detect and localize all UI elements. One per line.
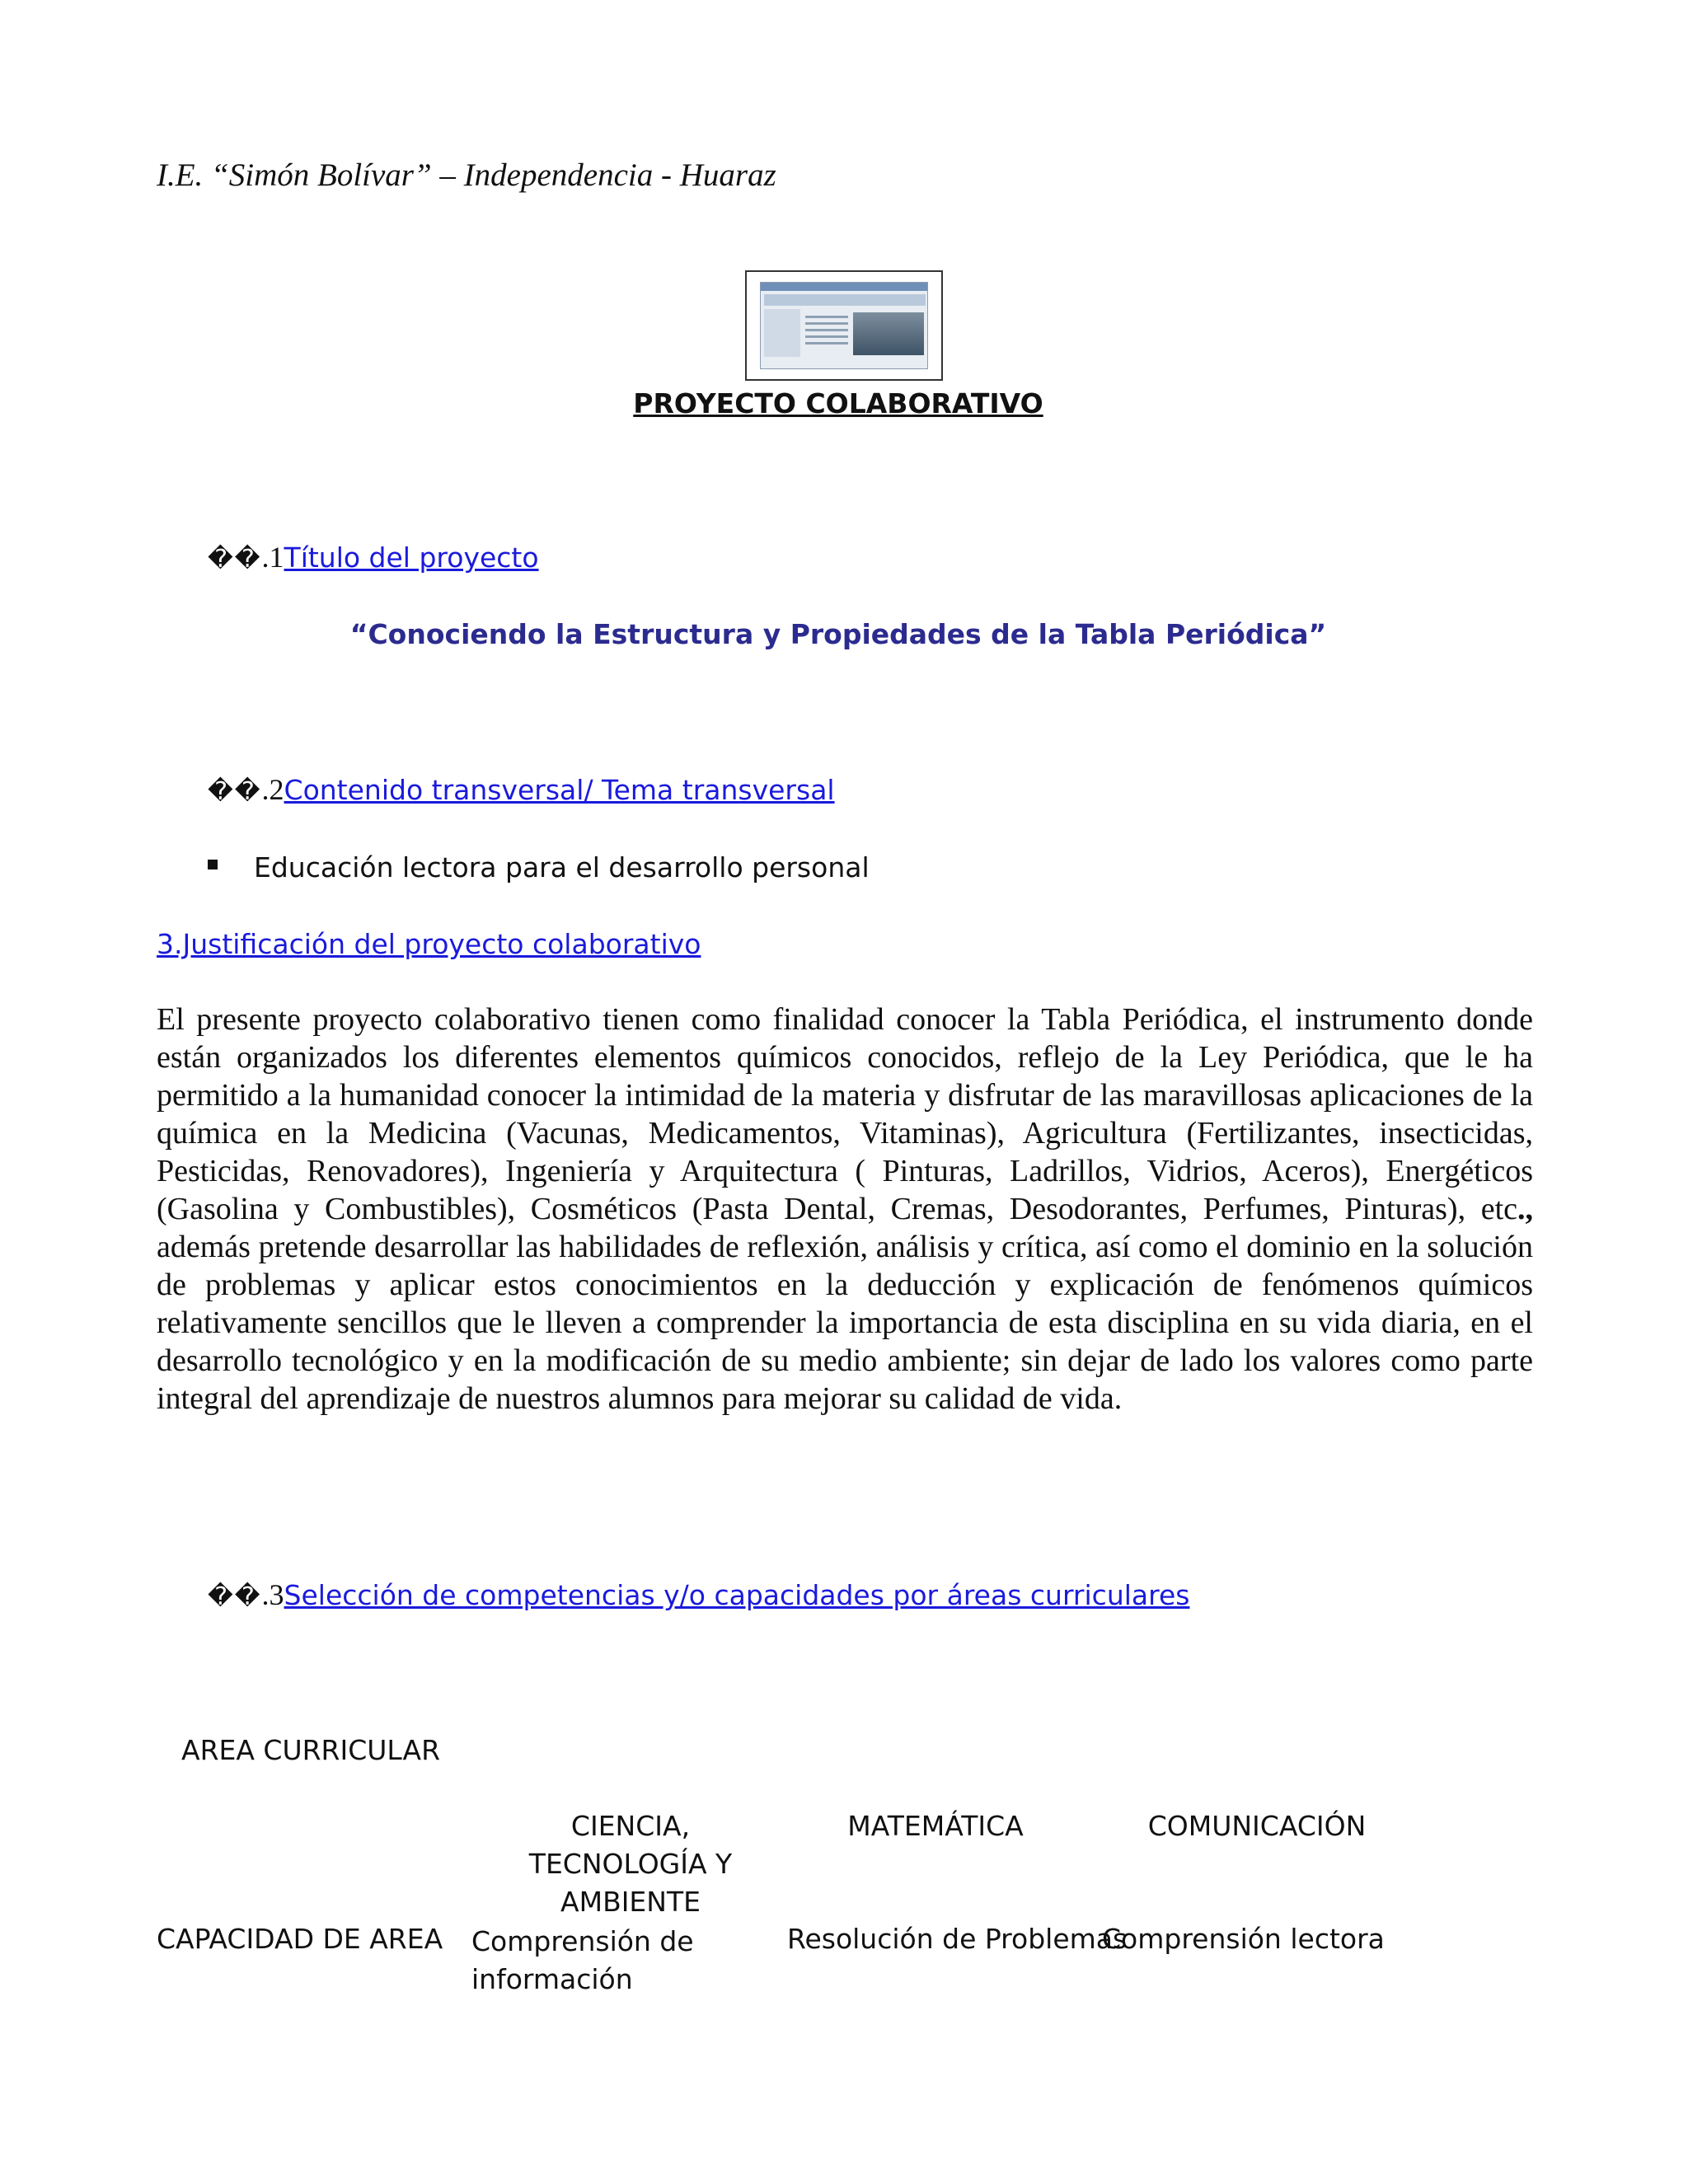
- section-3-heading: [208, 1577, 1189, 1612]
- paragraph-bold: .,: [1517, 1192, 1533, 1226]
- bullet-glyphs: ��: [208, 1582, 262, 1611]
- section-number: .2: [261, 773, 284, 806]
- paragraph-text: El presente proyecto colaborativo tienen como finalidad conocer la Tabla Periódica, el instrumento donde están organizados los diferentes elementos químicos conocidos, reflejo de la Ley Periódica, que le ha permitido a la humanidad conocer la intimidad de la materia y disfrutar de las maravillosas aplicaciones de la química en la Medicina (Vacunas, Medicamentos, Vitaminas), Agricultura (Fertilizantes, insecticidas, Pesticidas, Renovadores), Ingeniería y Arquitectura ( Pinturas, Ladrillos, Vidrios, Aceros), Energéticos (Gasolina y Combustibles), Cosméticos (Pasta Dental, Cremas, Desodorantes, Perfumes, Pinturas), etc: [157, 1002, 1533, 1226]
- institution-header: I.E. “Simón Bolívar” – Independencia - Huaraz: [157, 157, 776, 193]
- section-1-heading: [208, 540, 539, 574]
- bullet-glyphs: ��: [208, 777, 262, 806]
- justification-paragraph: [157, 1001, 1533, 1418]
- table-header-matematica: MATEMÁTICA: [847, 1810, 1024, 1842]
- section-1-link[interactable]: Título del proyecto: [284, 541, 539, 574]
- justification-link[interactable]: 3.Justificación del proyecto colaborativo: [157, 928, 701, 960]
- square-bullet-icon: [208, 860, 218, 869]
- table-cell-matematica: Resolución de Problemas: [787, 1923, 1128, 1955]
- project-name: “Conociendo la Estructura y Propiedades de la Tabla Periódica”: [349, 618, 1327, 650]
- paragraph-text-continued: además pretende desarrollar las habilidades de reflexión, análisis y crítica, así como el dominio en la solución de problemas y aplicar estos conocimientos en la deducción y explicación de fenómenos químicos relativamente sencillos que le lleven a comprender la importancia de esta disciplina en su vida diaria, en el desarrollo tecnológico y en la modificación de su medio ambiente; sin dejar de lado los valores como parte integral del aprendizaje de nuestros alumnos para mejorar su calidad de vida.: [157, 1230, 1533, 1416]
- section-2-heading: [208, 772, 835, 807]
- section-number: .3: [261, 1578, 284, 1611]
- section-2-link[interactable]: Contenido transversal/ Tema transversal: [284, 774, 835, 806]
- table-cell-ciencia: Comprensión de información: [471, 1925, 694, 1995]
- list-item: [208, 851, 870, 883]
- section-number: .1: [261, 541, 284, 574]
- table-row-label: CAPACIDAD DE AREA: [157, 1923, 443, 1955]
- table-area-label: AREA CURRICULAR: [181, 1734, 441, 1766]
- section-3-link[interactable]: Selección de competencias y/o capacidades por áreas curriculares: [284, 1579, 1190, 1611]
- table-header-comunicacion: COMUNICACIÓN: [1147, 1810, 1367, 1842]
- table-cell-comunicacion: Comprensión lectora: [1102, 1923, 1385, 1955]
- website-screenshot-icon: [745, 270, 943, 381]
- table-header-ciencia: CIENCIA, TECNOLOGÍA Y AMBIENTE: [528, 1810, 733, 1918]
- list-item-text: Educación lectora para el desarrollo personal: [254, 851, 870, 883]
- bullet-glyphs: ��: [208, 545, 262, 574]
- page-title: PROYECTO COLABORATIVO: [633, 387, 1043, 419]
